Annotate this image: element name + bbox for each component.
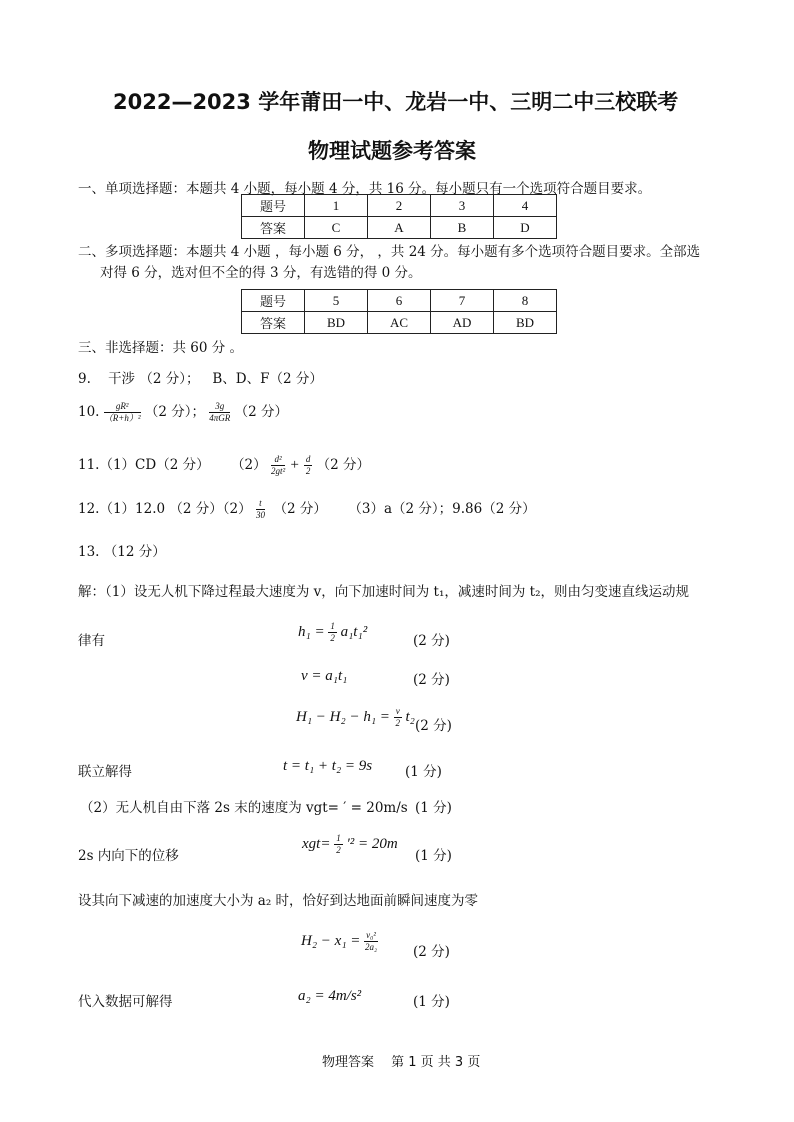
section2-heading-line1: 二、多项选择题：本题共 4 小题 ，每小题 6 分， ，共 24 分。每小题有多个选项符合题目要求。全部选 xyxy=(78,244,701,260)
q10-fraction2: $\frac{3g}{\text{4πGR}}$ xyxy=(209,401,231,423)
section3-heading: 三、非选择题：共 60 分 。 xyxy=(78,340,244,356)
q10-answer xyxy=(78,400,288,423)
answer-cell: BD xyxy=(305,312,368,334)
q11-plus: + xyxy=(289,457,300,473)
q10-score1: （2 分）； xyxy=(144,404,205,420)
q13-part2: （2）无人机自由下落 2s 末的速度为 vgt= ′ = 20m/s xyxy=(80,800,408,816)
q10-number: 10. xyxy=(78,404,100,420)
q10-score2: （2 分） xyxy=(234,404,288,420)
q13-equation6: H₂ − x₁ = $\frac{\text{v₀²}}{\text{2a₂}}$ xyxy=(301,930,378,952)
q12-fraction: $\frac{t}{30}$ xyxy=(255,498,265,520)
q10-fraction1: $\frac{\text{gR²}}{\text{（R+h）²}}$ xyxy=(103,401,141,423)
table-header-cell: 答案 xyxy=(242,312,305,334)
q13-eq5-fraction: $\frac{1}{2}$ xyxy=(336,833,341,855)
answer-cell: AC xyxy=(368,312,431,334)
q12-part2: （2 分） xyxy=(273,501,327,517)
q13-eq3-score: (2 分) xyxy=(415,718,452,734)
document-title: 2022—2023 学年莆田一中、龙岩一中、三明二中三校联考 xyxy=(113,90,679,114)
q9-number: 9. xyxy=(78,371,91,387)
q13-part2-score: (1 分) xyxy=(415,800,452,816)
table-header-cell: 题号 xyxy=(242,290,305,312)
q9-part1: 干涉 （2 分）； xyxy=(108,371,200,387)
q13-eq6-fraction: $\frac{\text{v₀²}}{\text{2a₂}}$ xyxy=(365,930,378,952)
q13-equation3: H₁ − H₂ − h₁ = $\frac{v}{2}$ t₂ xyxy=(296,706,415,728)
q13-equation7: a₂ = 4m/s² xyxy=(298,988,362,1004)
q13-substitute-label: 代入数据可解得 xyxy=(78,994,173,1010)
q11-fraction1: $\frac{\text{d²}}{\text{2gt²}}$ xyxy=(270,454,286,476)
q13-eq7-score: (1 分) xyxy=(413,994,450,1010)
q13-header: 13. （12 分） xyxy=(78,544,166,560)
q13-eq5-score: (1 分) xyxy=(415,848,452,864)
q13-decel-text: 设其向下减速的加速度大小为 a₂ 时，恰好到达地面前瞬间速度为零 xyxy=(78,893,479,909)
question-number: 3 xyxy=(431,195,494,217)
q13-law-label: 律有 xyxy=(78,633,105,649)
q13-intro: 解：（1）设无人机下降过程最大速度为 v，向下加速时间为 t₁，减速时间为 t₂，则由匀变速直线运动规 xyxy=(78,584,690,600)
question-number: 1 xyxy=(305,195,368,217)
answer-cell: AD xyxy=(431,312,494,334)
q9-answer xyxy=(78,367,323,387)
document-subtitle: 物理试题参考答案 xyxy=(308,139,476,163)
page-footer: 物理答案 第 1 页 共 3 页 xyxy=(322,1055,481,1070)
q11-fraction2: $\frac{d}{2}$ xyxy=(305,454,311,476)
q11-answer xyxy=(78,453,370,476)
section1-heading: 一、单项选择题：本题共 4 小题，每小题 4 分，共 16 分。每小题只有一个选项符合题目要求。 xyxy=(78,181,652,197)
question-number: 5 xyxy=(305,290,368,312)
answer-cell: BD xyxy=(494,312,557,334)
q11-part2-label: （2） xyxy=(231,457,267,473)
answer-cell: C xyxy=(305,217,368,239)
q13-displacement-label: 2s 内向下的位移 xyxy=(78,848,179,864)
question-number: 8 xyxy=(494,290,557,312)
q13-eq3-fraction: $\frac{v}{2}$ xyxy=(395,706,400,728)
table-header-cell: 答案 xyxy=(242,217,305,239)
q13-eq1-fraction: $\frac{1}{2}$ xyxy=(330,621,335,643)
answer-cell: B xyxy=(431,217,494,239)
q13-eq4-score: (1 分) xyxy=(405,764,442,780)
answer-cell: D xyxy=(494,217,557,239)
q13-eq6-score: (2 分) xyxy=(413,944,450,960)
q11-part1: 11.（1）CD（2 分） xyxy=(78,457,210,473)
question-number: 7 xyxy=(431,290,494,312)
q13-equation2: v = a₁t₁ xyxy=(301,668,348,684)
section1-answer-table xyxy=(241,194,557,239)
q11-score: （2 分） xyxy=(316,457,371,473)
q13-solve-label: 联立解得 xyxy=(78,764,132,780)
q13-equation5: xgt= $\frac{1}{2}$ ′² = 20m xyxy=(302,833,398,855)
question-number: 2 xyxy=(368,195,431,217)
q13-equation1: h₁ = $\frac{1}{2}$ a₁t₁² xyxy=(298,621,368,643)
answer-cell: A xyxy=(368,217,431,239)
q12-part3: （3）a（2 分）；9.86（2 分） xyxy=(348,501,536,517)
q12-answer xyxy=(78,497,536,520)
q12-part1: 12.（1）12.0 （2 分）（2） xyxy=(78,501,252,517)
table-header-cell: 题号 xyxy=(242,195,305,217)
q13-equation4: t = t₁ + t₂ = 9s xyxy=(283,758,373,774)
q13-eq2-score: (2 分) xyxy=(413,672,450,688)
q13-eq1-score: (2 分) xyxy=(413,633,450,649)
question-number: 6 xyxy=(368,290,431,312)
question-number: 4 xyxy=(494,195,557,217)
section2-answer-table xyxy=(241,289,557,334)
section2-heading-line2: 对得 6 分，选对但不全的得 3 分，有选错的得 0 分。 xyxy=(100,265,422,281)
q9-part2: B、D、F（2 分） xyxy=(212,371,323,387)
